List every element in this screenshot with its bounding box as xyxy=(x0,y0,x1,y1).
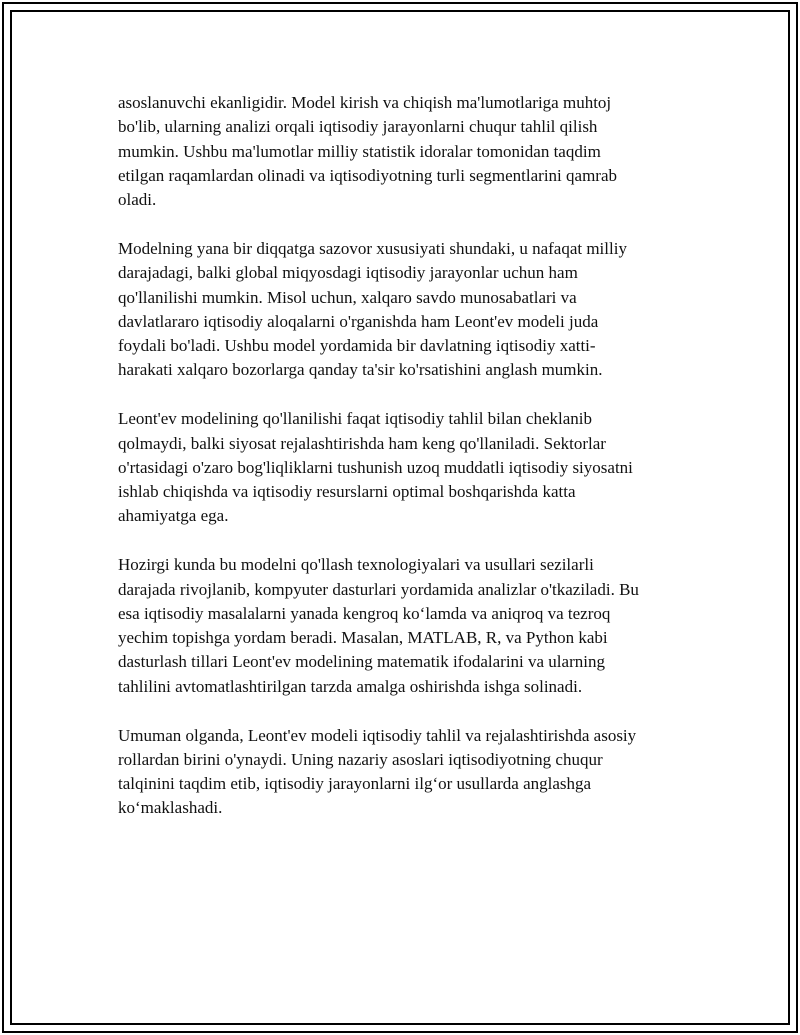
text-line: oladi. xyxy=(118,190,157,210)
text-line: rollardan birini o'ynaydi. Uning nazariy asoslari iqtisodiyotning chuqur xyxy=(118,749,603,769)
text-line: Umuman olganda, Leont'ev modeli iqtisodiy tahlil va rejalashtirishda asosiy xyxy=(118,725,637,745)
text-line: Modelning yana bir diqqatga sazovor xususiyati shundaki, u nafaqat milliy xyxy=(118,238,627,258)
text-line: dasturlash tillari Leont'ev modelining matematik ifodalarini va ularning xyxy=(118,652,605,672)
paragraph-5 xyxy=(118,724,688,821)
text-line: darajadagi, balki global miqyosdagi iqtisodiy jarayonlar uchun ham xyxy=(118,263,578,283)
text-line: Hozirgi kunda bu modelni qo'llash texnologiyalari va usullari sezilarli xyxy=(118,555,594,575)
text-line: qo'llanilishi mumkin. Misol uchun, xalqaro savdo munosabatlari va xyxy=(118,287,577,307)
text-line: yechim topishga yordam beradi. Masalan, MATLAB, R, va Python kabi xyxy=(118,628,608,648)
text-line: tahlilini avtomatlashtirilgan tarzda amalga oshirishda ishga solinadi. xyxy=(118,676,583,696)
paragraph-4 xyxy=(118,553,688,699)
text-line: Leont'ev modelining qo'llanilishi faqat iqtisodiy tahlil bilan cheklanib xyxy=(118,409,593,429)
text-line: talqinini taqdim etib, iqtisodiy jarayonlarni ilg‘or usullarda anglashga xyxy=(118,774,592,794)
paragraph-3 xyxy=(118,407,688,528)
text-line: davlatlararo iqtisodiy aloqalarni o'rganishda ham Leont'ev modeli juda xyxy=(118,311,599,331)
text-line: ahamiyatga ega. xyxy=(118,506,229,526)
text-line: qolmaydi, balki siyosat rejalashtirishda ham keng qo'llaniladi. Sektorlar xyxy=(118,433,606,453)
text-line: ko‘maklashadi. xyxy=(118,798,223,818)
text-line: etilgan raqamlardan olinadi va iqtisodiyotning turli segmentlarini qamrab xyxy=(118,165,618,185)
paragraph-2 xyxy=(118,237,688,383)
text-line: esa iqtisodiy masalalarni yanada kengroq ko‘lamda va aniqroq va tezroq xyxy=(118,603,611,623)
text-line: foydali bo'ladi. Ushbu model yordamida bir davlatning iqtisodiy xatti- xyxy=(118,336,596,356)
paragraph-1 xyxy=(118,91,688,212)
text-line: ishlab chiqishda va iqtisodiy resurslarni optimal boshqarishda katta xyxy=(118,482,576,502)
text-line: harakati xalqaro bozorlarga qanday ta'sir ko'rsatishini anglash mumkin. xyxy=(118,360,603,380)
text-line: darajada rivojlanib, kompyuter dasturlari yordamida analizlar o'tkaziladi. Bu xyxy=(118,579,639,599)
text-line: bo'lib, ularning analizi orqali iqtisodiy jarayonlarni chuqur tahlil qilish xyxy=(118,117,598,137)
text-line: o'rtasidagi o'zaro bog'liqliklarni tushunish uzoq muddatli iqtisodiy siyosatni xyxy=(118,457,633,477)
text-line: mumkin. Ushbu ma'lumotlar milliy statistik idoralar tomonidan taqdim xyxy=(118,141,601,161)
document-body xyxy=(118,91,688,845)
text-line: asoslanuvchi ekanligidir. Model kirish va chiqish ma'lumotlariga muhtoj xyxy=(118,93,612,112)
